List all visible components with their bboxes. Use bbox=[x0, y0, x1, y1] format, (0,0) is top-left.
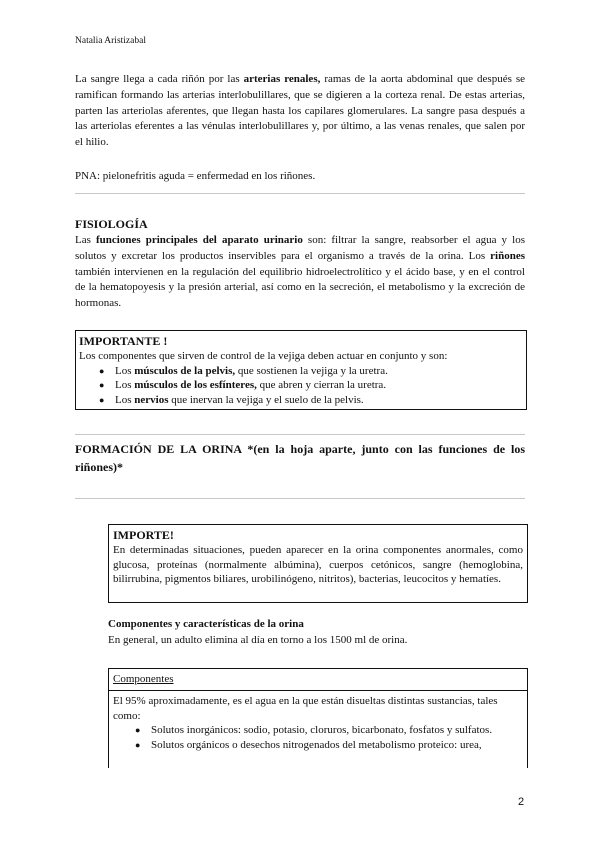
list-item bbox=[79, 378, 523, 393]
list-item bbox=[79, 393, 523, 408]
paragraph-fisiologia bbox=[75, 233, 525, 312]
text-run: que sostienen la vejiga y la uretra. bbox=[235, 364, 388, 377]
pna-note: PNA: pielonefritis aguda = enfermedad en los riñones. bbox=[75, 170, 316, 182]
componentes-table-body bbox=[109, 691, 527, 752]
componentes-list bbox=[113, 723, 523, 752]
bold-text: músculos de los esfínteres, bbox=[134, 379, 257, 391]
bold-text: funciones principales del aparato urinario bbox=[96, 234, 303, 246]
importe-box bbox=[108, 524, 528, 603]
divider bbox=[75, 193, 525, 194]
importante-title: IMPORTANTE ! bbox=[79, 334, 168, 348]
text-run: son: filtrar la sangre, reabsorber el agua y los solutos y excretar los productos inservibles para el organismo a través de la orina. Los bbox=[75, 234, 526, 262]
componentes-header-label: Componentes bbox=[113, 673, 174, 685]
divider bbox=[75, 498, 525, 499]
importe-text: En determinadas situaciones, pueden aparecer en la orina componentes anormales, como glucosa, proteínas (normalmente albúmina), cuerpos cetónicos, sangre (hemoglobina, bilirrubina, pigmentos biliares, urobilinógeno, nitritos), bacterias, leucocitos y hematíes. bbox=[113, 544, 523, 585]
text-run: Las bbox=[75, 234, 96, 246]
componentes-table bbox=[108, 668, 528, 768]
text-run: Solutos inorgánicos: sodio, potasio, cloruros, bicarbonato, fosfatos y sulfatos. bbox=[151, 724, 493, 736]
bullet-icon: ● bbox=[135, 739, 141, 750]
bold-text: arterias renales, bbox=[243, 73, 321, 85]
list-item bbox=[113, 738, 523, 753]
heading-text: FORMACIÓN DE LA ORINA bbox=[75, 442, 248, 456]
text-run: Los bbox=[115, 364, 135, 377]
importante-intro: Los componentes que sirven de control de la vejiga deben actuar en conjunto y son: bbox=[79, 350, 448, 362]
bold-text: riñones bbox=[490, 249, 525, 262]
section-heading-formacion bbox=[75, 440, 525, 476]
list-item bbox=[113, 723, 523, 738]
importe-title: IMPORTE! bbox=[113, 528, 174, 542]
divider bbox=[75, 434, 525, 435]
author-header: Natalia Aristizabal bbox=[75, 36, 146, 46]
page-number: 2 bbox=[518, 796, 525, 808]
text-run: que inervan la vejiga y el suelo de la pelvis. bbox=[168, 393, 364, 406]
bullet-icon: ● bbox=[99, 380, 105, 390]
text-run: Solutos orgánicos o desechos nitrogenados del metabolismo proteico: urea, bbox=[151, 738, 482, 751]
text-run: Los bbox=[115, 379, 135, 391]
bold-text: músculos de la pelvis, bbox=[134, 364, 236, 377]
text-run: La sangre llega a cada riñón por las bbox=[75, 73, 244, 85]
text-run: que abren y cierran la uretra. bbox=[256, 379, 387, 391]
componentes-intro: El 95% aproximadamente, es el agua en la que están disueltas distintas sustancias, tales como: bbox=[113, 695, 498, 722]
importante-list bbox=[79, 364, 523, 408]
componentes-table-header bbox=[109, 669, 527, 691]
heading-note: *(en la hoja aparte, junto con las funciones de los riñones)* bbox=[75, 442, 525, 474]
bullet-icon: ● bbox=[99, 365, 105, 376]
text-run: Los bbox=[115, 393, 135, 406]
list-item bbox=[79, 364, 523, 379]
paragraph-componentes: En general, un adulto elimina al día en torno a los 1500 ml de orina. bbox=[108, 634, 408, 646]
bullet-icon: ● bbox=[99, 394, 105, 405]
text-run: también intervienen en la regulación del equilibrio hidroelectrolítico y el ácido base, y en el control de la hematopoyesis y la presión arterial, así como en la secreción, el metabolismo y la excreción de hormonas. bbox=[75, 265, 525, 310]
bullet-icon: ● bbox=[135, 725, 141, 735]
text-run: ramas de la aorta abdominal que después se ramifican formando las arterias interlobulillares, que se digieren a la corteza renal. De estas arterias, parten las arteriolas aferentes, que llegan hasta los capilares glomerulares. La sangre pasa después a las arteriolas eferentes a las vénulas interlobulillares y, por último, a las venas renales, que salen por el hilio. bbox=[75, 73, 525, 149]
paragraph-renal-arteries bbox=[75, 72, 525, 151]
section-heading-fisiologia: FISIOLOGÍA bbox=[75, 217, 148, 231]
subsection-heading-componentes: Componentes y características de la orina bbox=[108, 618, 304, 630]
bold-text: nervios bbox=[134, 393, 169, 406]
importante-box bbox=[75, 330, 527, 410]
